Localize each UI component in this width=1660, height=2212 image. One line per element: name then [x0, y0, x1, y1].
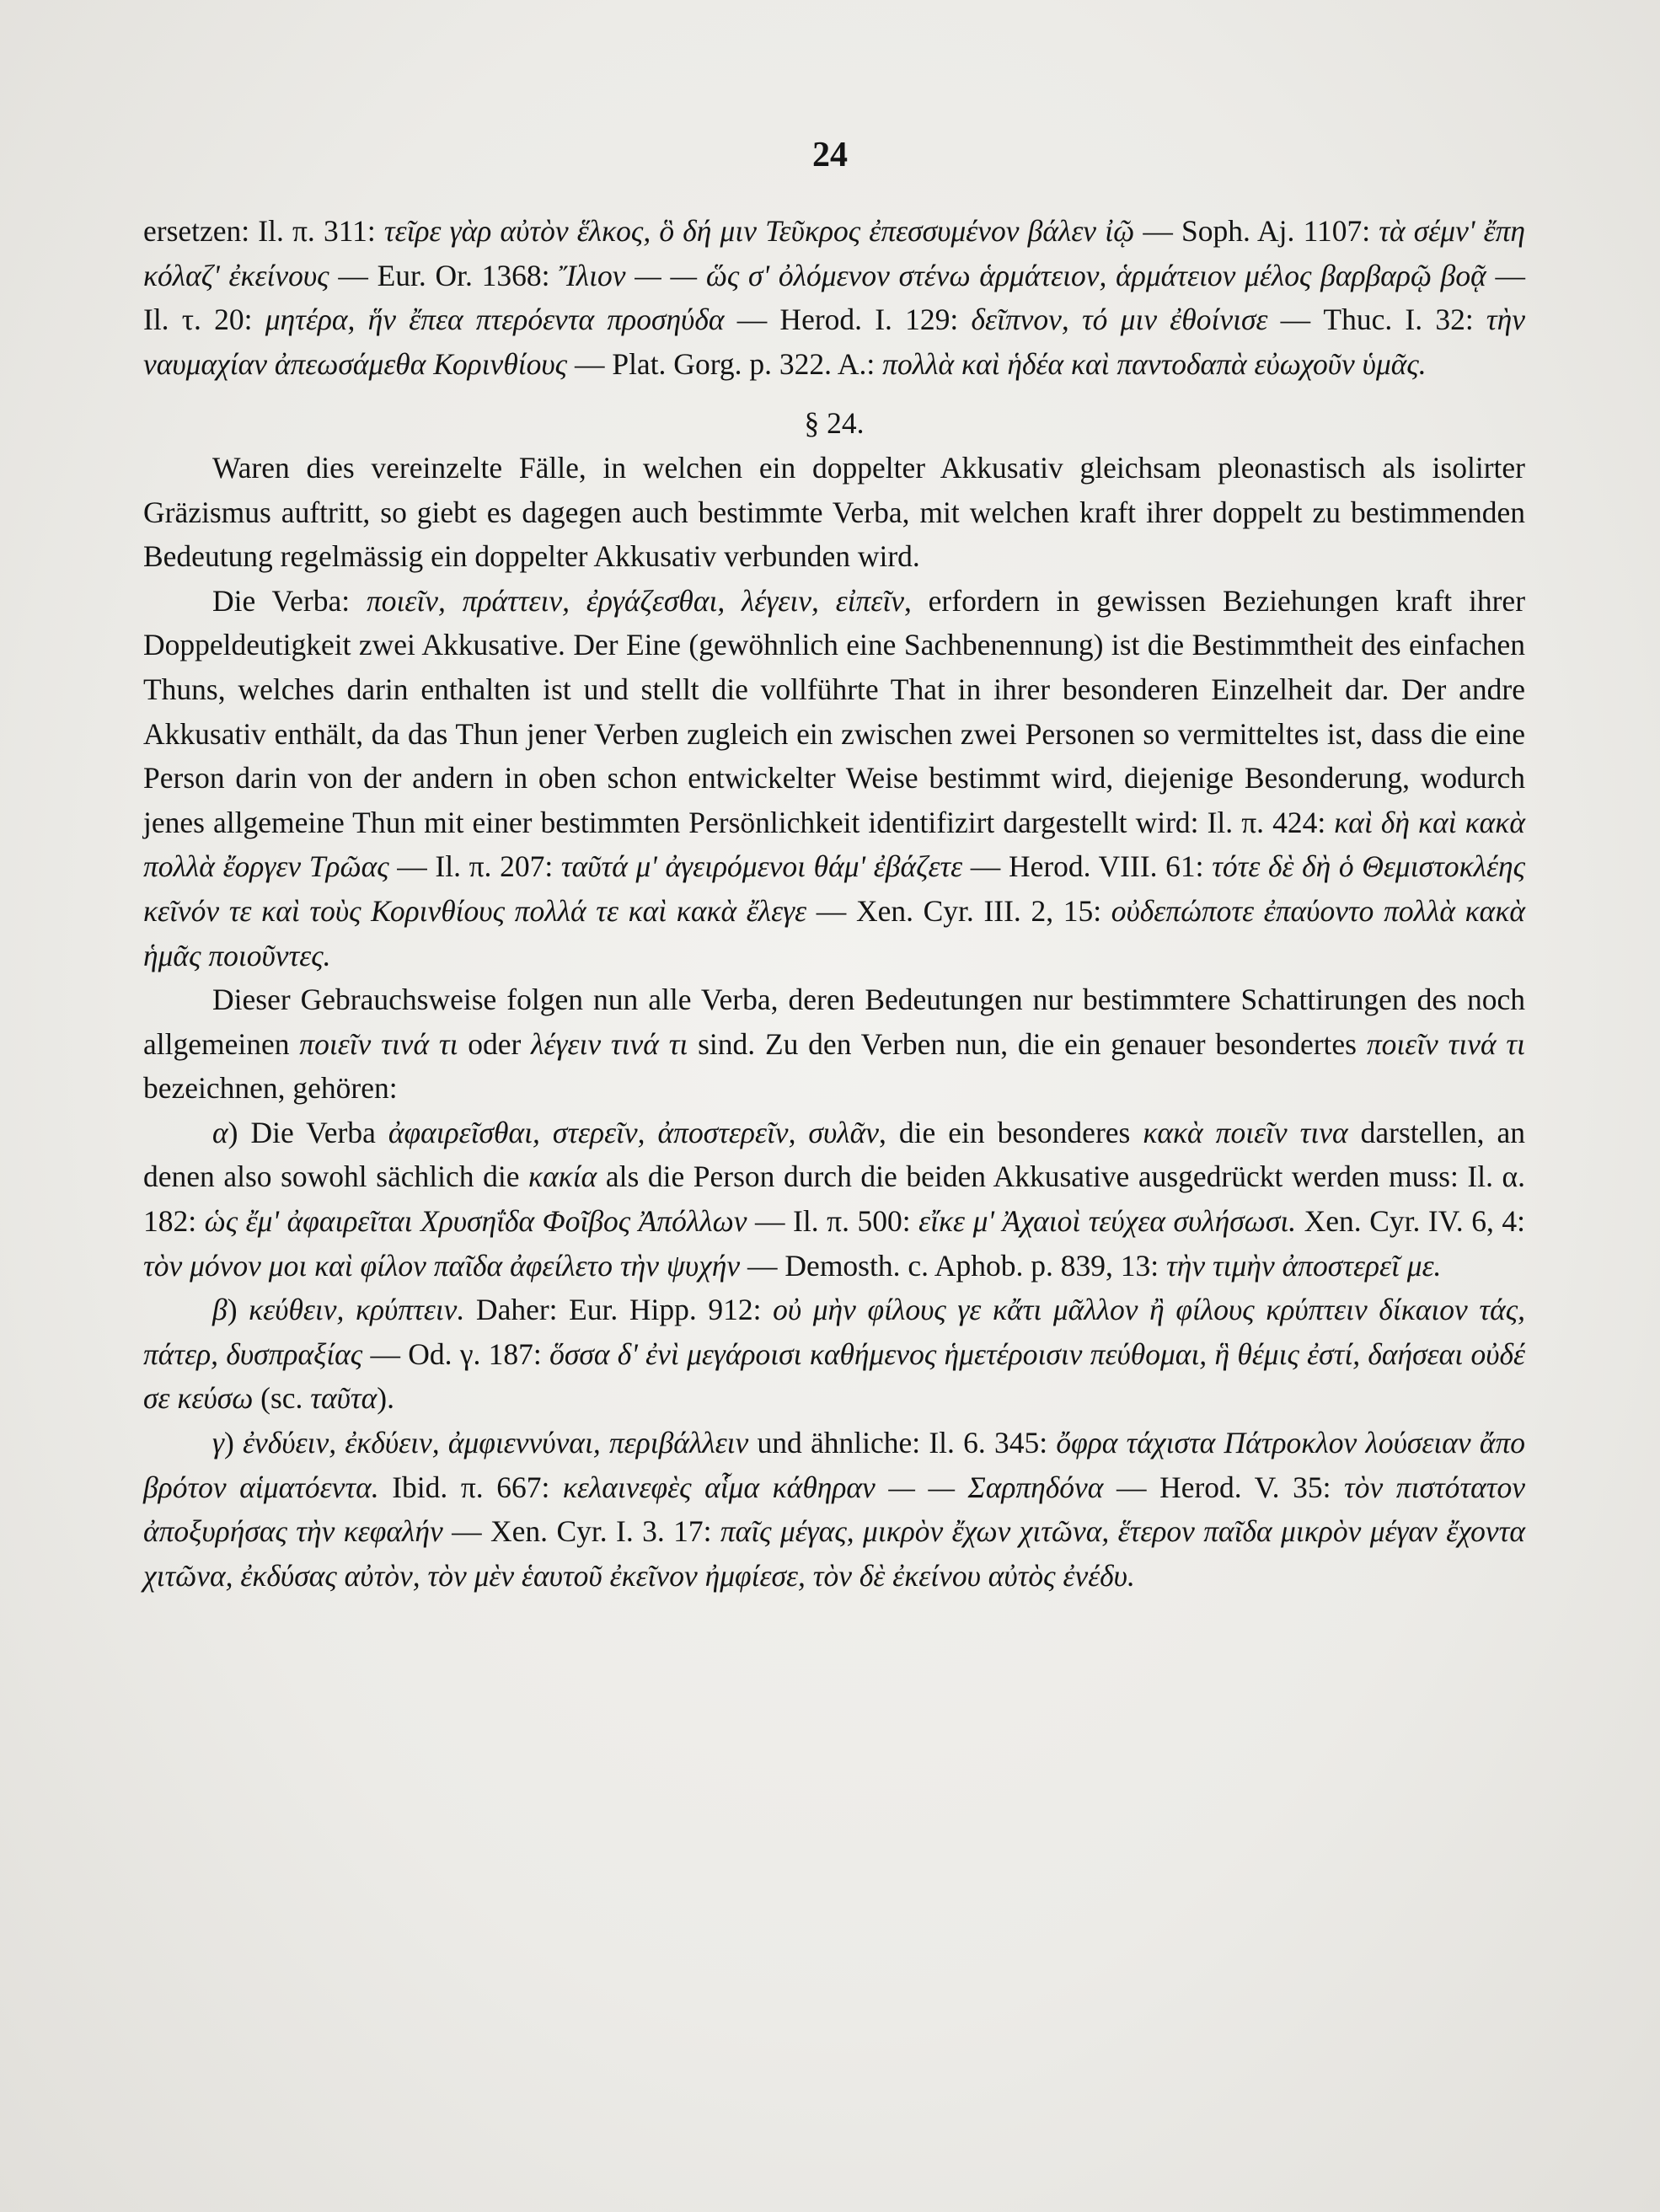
greek-text: καὶ δὴ καὶ κακὰ πολλὰ ἔοργεν Τρῶας [143, 805, 1525, 884]
greek-text: πολλὰ καὶ ἡδέα καὶ παντοδαπὰ εὐωχοῦν ὑμᾶς. [882, 346, 1427, 381]
text-run: Ibid. π. 667: [378, 1470, 563, 1504]
greek-text: ὡς ἔμ' ἀφαιρεῖται Χρυσηΐδα Φοῖβος Ἀπόλλων [204, 1204, 747, 1239]
text-run: — Xen. Cyr. III. 2, 15: [806, 893, 1111, 928]
greek-text: τὴν τιμὴν ἀποστερεῖ με. [1166, 1248, 1442, 1283]
greek-text: ὄφρα τάχιστα Πάτροκλον λούσειαν ἄπο βρότον αἱματόεντα. [143, 1426, 1526, 1504]
text-run: als die Person durch die beiden Akkusative ausgedrückt werden muss: Il. α. 182: [143, 1160, 1525, 1239]
greek-text: ταῦτα [310, 1381, 378, 1416]
text-run: — Plat. Gorg. p. 322. A.: [567, 346, 883, 381]
text-run: — Il. π. 500: [747, 1204, 919, 1239]
text-run: — Demosth. c. Aphob. p. 839, 13: [740, 1248, 1167, 1283]
text-run: Daher: Eur. Hipp. 912: [464, 1293, 774, 1327]
text-run: , erfordern in gewissen Beziehungen kraft ihrer Doppeldeutigkeit zwei Akkusative. Der Eine (gewöhnlich eine Sachbenennung) ist die Bestimmtheit des einfachen Thuns, welches darin enthalten ist und stellt die vollführte That in ihrer besonderen Einzelheit dar. Der andre Akkusativ enthält, da das Thun jener Verben zugleich ein zwischen zwei Personen so vermitteltes ist, dass die eine Person darin von der andern in oben schon entwickelter Weise bestimmt wird, diejenige Besonderung, wodurch jenes allgemeine Thun mit einer bestimmten Persönlichkeit identifizirt dargestellt wird: Il. π. 424: [143, 583, 1526, 839]
greek-text: β [212, 1293, 228, 1327]
text-run: ) [227, 1293, 249, 1327]
greek-text: κελαινεφὲς αἷμα κάθηραν — — Σαρπηδόνα [562, 1470, 1104, 1504]
text-run: — Thuc. I. 32: [1267, 303, 1486, 337]
text-run: darstellen, an denen also sowohl sächlich die [143, 1115, 1526, 1194]
text-run: bezeichnen, gehören: [143, 1071, 398, 1106]
greek-text: ἐνδύειν, ἐκδύειν, ἀμφιεννύναι, περιβάλλειν [243, 1426, 749, 1460]
text-run: — Herod. VIII. 61: [962, 849, 1213, 884]
text-run: — Il. π. 207: [388, 849, 561, 884]
greek-text: κακία [528, 1160, 597, 1194]
text-run: Dieser Gebrauchsweise folgen nun alle Verba, deren Bedeutungen nur bestimmtere Schattirungen des noch allgemeinen [143, 983, 1525, 1061]
greek-text: ποιεῖν τινά τι [1366, 1026, 1525, 1061]
text-run: § 24. [804, 406, 865, 441]
text-run: (sc. [253, 1381, 311, 1416]
paragraph-item-beta [143, 1288, 1525, 1421]
text-run: — Od. γ. 187: [362, 1336, 550, 1371]
text-run: Die Verba: [212, 583, 367, 618]
greek-text: ποιεῖν τινά τι [299, 1026, 458, 1061]
greek-text: τὸν πιστότατον ἀποξυρήσας τὴν κεφαλήν [143, 1470, 1525, 1549]
greek-text: μητέρα, ἥν ἔπεα πτερόεντα προσηύδα [265, 303, 725, 337]
greek-text: τὸν μόνον μοι καὶ φίλον παῖδα ἀφείλετο τὴν ψυχήν [143, 1248, 741, 1283]
greek-text: τὴν ναυμαχίαν ἀπεωσάμεθα Κορινθίους [143, 303, 1525, 381]
paragraph-verba-poiein [143, 579, 1525, 977]
greek-text: εἴκε μ' Ἀχαιοὶ τεύχεα συλήσωσι. [918, 1204, 1297, 1239]
greek-text: λέγειν τινά τι [531, 1026, 688, 1061]
greek-text: α [212, 1115, 228, 1149]
greek-text: παῖς μέγας, μικρὸν ἔχων χιτῶνα, ἕτερον παῖδα μικρὸν μέγαν ἔχοντα χιτῶνα, ἐκδύσας αὐτὸν, τὸν μὲν ἑαυτοῦ ἐκεῖνον ἠμφίεσε, τὸν δὲ ἐκείνου αὐτὸς ἐνέδυ. [143, 1514, 1525, 1593]
greek-text: τεῖρε γὰρ αὐτὸν ἕλκος, ὃ δή μιν Τεῦκρος ἐπεσσυμένον βάλεν ἰῷ [383, 214, 1135, 248]
paragraph-item-alpha [143, 1111, 1525, 1288]
text-run: — Herod. V. 35: [1103, 1470, 1345, 1504]
section-heading [143, 401, 1525, 446]
text-run: sind. Zu den Verben nun, die ein genauer besondertes [688, 1026, 1367, 1061]
greek-text: Ἴλιον — — ὥς σ' ὀλόμενον στένω ἁρμάτειον, ἁρμάτειον μέλος βαρβαρῷ βοᾷ [559, 258, 1486, 292]
text-run: und ähnliche: Il. 6. 345: [748, 1426, 1057, 1460]
text-run: ) [224, 1426, 244, 1460]
greek-text: δεῖπνον, τό μιν ἐθοίνισε [971, 303, 1268, 337]
text-run: — Eur. Or. 1368: [329, 258, 560, 292]
greek-text: οὐ μὴν φίλους γε κἄτι μᾶλλον ἢ φίλους κρύπτειν δίκαιον τάς, πάτερ, δυσπραξίας [143, 1293, 1526, 1371]
text-run: Xen. Cyr. IV. 6, 4: [1296, 1204, 1525, 1239]
greek-text: κεύθειν, κρύπτειν. [249, 1293, 465, 1327]
text-run: — Il. τ. 20: [143, 258, 1525, 337]
text-run: ersetzen: Il. π. 311: [143, 214, 384, 248]
text-run: , die ein besonderes [879, 1115, 1143, 1149]
text-run: — Herod. I. 129: [724, 303, 972, 337]
greek-text: τότε δὲ δὴ ὁ Θεμιστοκλέης κεῖνόν τε καὶ τοὺς Κορινθίους πολλά τε καὶ κακὰ ἔλεγε [143, 849, 1525, 928]
greek-text: ἀφαιρεῖσθαι, στερεῖν, ἀποστερεῖν, συλᾶν [388, 1115, 880, 1149]
text-run: ) Die Verba [228, 1115, 388, 1149]
greek-text: ποιεῖν, πράττειν, ἐργάζεσθαι, λέγειν, εἰπεῖν [366, 583, 904, 618]
text-run: oder [458, 1026, 532, 1061]
greek-text: οὐδεπώποτε ἐπαύοντο πολλὰ κακὰ ἡμᾶς ποιοῦντες. [143, 893, 1525, 972]
greek-text: κακὰ ποιεῖν τινα [1143, 1115, 1348, 1149]
greek-text: ταῦτά μ' ἀγειρόμενοι θάμ' ἐβάζετε [560, 849, 963, 884]
paragraph-item-gamma [143, 1421, 1525, 1598]
page-number: 24 [812, 136, 848, 174]
text-run: — Soph. Aj. 1107: [1134, 214, 1379, 248]
greek-text: ὅσσα δ' ἐνὶ μεγάροισι καθήμενος ἡμετέροισιν πεύθομαι, ἣ θέμις ἐστί, δαήσεαι οὐδέ σε κεύσω [143, 1336, 1525, 1416]
text-run: — Xen. Cyr. I. 3. 17: [442, 1514, 720, 1549]
text-run: Waren dies vereinzelte Fälle, in welchen ein doppelter Akkusativ gleichsam pleonastisch als isolirter Gräzismus auftritt, so giebt es dagegen auch bestimmte Verba, mit welchen kraft ihrer doppelt zu bestimmenden Bedeutung regelmässig ein doppelter Akkusativ verbunden wird. [143, 450, 1525, 574]
greek-text: τὰ σέμν' ἔπη κόλαζ' ἐκείνους [143, 214, 1525, 292]
text-run: ). [377, 1381, 394, 1416]
greek-text: γ [212, 1426, 224, 1460]
paragraph-intro [143, 446, 1525, 579]
paragraph-gebrauchsweise [143, 977, 1525, 1111]
page-body [143, 209, 1525, 1598]
paragraph-citations [143, 209, 1525, 386]
